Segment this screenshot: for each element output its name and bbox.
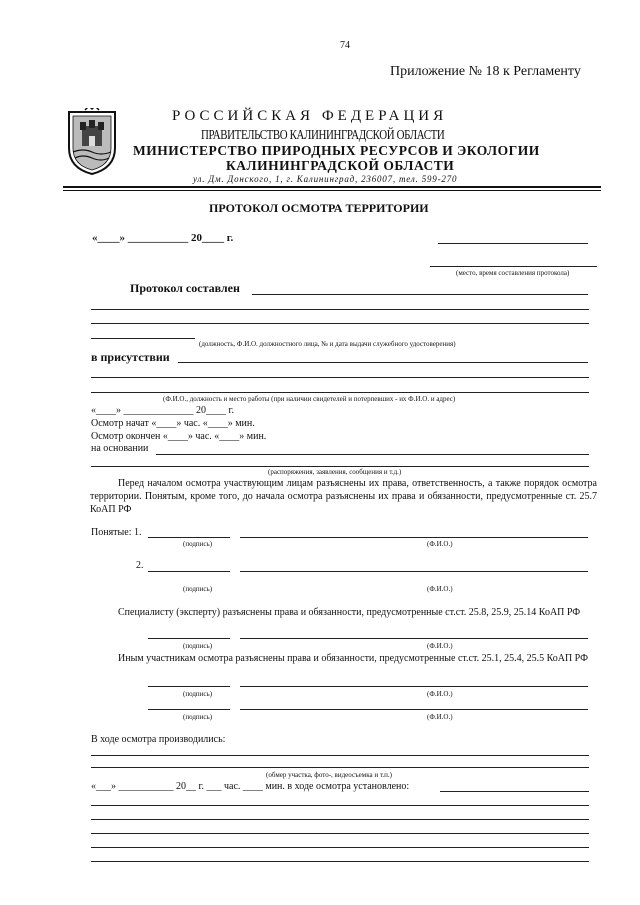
place-caption: (место, время составления протокола)	[456, 269, 570, 277]
findings-line-2[interactable]	[91, 819, 589, 820]
header-country: РОССИЙСКАЯ ФЕДЕРАЦИЯ	[172, 108, 448, 124]
coat-of-arms-emblem	[65, 108, 119, 176]
basis-field-line-2[interactable]	[91, 466, 589, 467]
signature-caption: (подпись)	[183, 642, 213, 650]
witnesses-label: Понятые: 1.	[91, 527, 142, 538]
place-field-line-2[interactable]	[430, 266, 597, 267]
basis-caption: (распоряжения, заявления, сообщения и т.д.)	[268, 468, 402, 476]
compiled-field-line-2[interactable]	[91, 309, 589, 310]
fio-caption: (Ф.И.О.)	[427, 713, 453, 721]
inspection-end[interactable]: Осмотр окончен «____» час. «____» мин.	[91, 431, 267, 442]
specialist-signature-line[interactable]	[148, 638, 230, 639]
basis-field-line[interactable]	[156, 454, 589, 455]
fio-caption: (Ф.И.О.)	[427, 642, 453, 650]
compiled-field-line[interactable]	[252, 294, 588, 295]
date-field-2[interactable]: «____» ______________ 20____ г.	[91, 405, 234, 416]
witness2-label: 2.	[136, 560, 144, 571]
findings-line-5[interactable]	[91, 861, 589, 862]
rights-paragraph: Перед началом осмотра участвующим лицам разъяснены их права, ответственность, а также порядок осмотра территории. Понятым, кроме того, до начала осмотра разъяснены их права и обязанности, предусмотренные ст. 25.7 КоАП РФ	[90, 478, 597, 515]
page-number: 74	[340, 40, 350, 51]
presence-field-line-3[interactable]	[91, 392, 589, 393]
place-field-line[interactable]	[438, 243, 588, 244]
fio-caption: (Ф.И.О.)	[427, 585, 453, 593]
fio-caption: (Ф.И.О.)	[427, 690, 453, 698]
compiled-field-line-3[interactable]	[91, 323, 589, 324]
other1-signature-line[interactable]	[148, 686, 230, 687]
presence-field-line-2[interactable]	[91, 377, 589, 378]
actions-field-line[interactable]	[91, 755, 589, 756]
other2-signature-line[interactable]	[148, 709, 230, 710]
other2-name-line[interactable]	[240, 709, 588, 710]
established-line[interactable]: «___» ___________ 20__ г. ___ час. ____ мин. в ходе осмотра установлено:	[91, 781, 410, 792]
document-title: ПРОТОКОЛ ОСМОТРА ТЕРРИТОРИИ	[209, 201, 429, 215]
signature-caption: (подпись)	[183, 713, 213, 721]
established-field-line[interactable]	[440, 791, 589, 792]
findings-line-3[interactable]	[91, 833, 589, 834]
basis-label: на основании	[91, 443, 149, 454]
actions-caption: (обмер участка, фото-, видеосъемка и т.п.)	[266, 771, 392, 779]
header-ministry: МИНИСТЕРСТВО ПРИРОДНЫХ РЕСУРСОВ И ЭКОЛОГИИ	[133, 143, 540, 158]
others-paragraph: Иным участникам осмотра разъяснены права и обязанности, предусмотренные ст.ст. 25.1, 25.4, 25.5 КоАП РФ	[118, 653, 588, 664]
signature-caption: (подпись)	[183, 540, 213, 548]
findings-line-1[interactable]	[91, 805, 589, 806]
header-rule-thin	[63, 190, 601, 191]
header-rule	[63, 186, 601, 188]
signature-caption: (подпись)	[183, 585, 213, 593]
findings-line-4[interactable]	[91, 847, 589, 848]
compiled-label: Протокол составлен	[130, 281, 240, 295]
presence-caption: (Ф.И.О., должность и место работы (при наличии свидетелей и потерпевших - их Ф.И.О. и адрес)	[163, 395, 456, 403]
header-government: ПРАВИТЕЛЬСТВО КАЛИНИНГРАДСКОЙ ОБЛАСТИ	[201, 128, 445, 143]
appendix-note: Приложение № 18 к Регламенту	[390, 64, 581, 79]
inspection-start[interactable]: Осмотр начат «____» час. «____» мин.	[91, 418, 255, 429]
official-caption: (должность, Ф.И.О. должностного лица, № и дата выдачи служебного удостоверения)	[199, 340, 456, 348]
witness1-name-line[interactable]	[240, 537, 588, 538]
specialist-name-line[interactable]	[240, 638, 588, 639]
actions-label: В ходе осмотра производились:	[91, 734, 226, 745]
compiled-field-line-4[interactable]	[91, 338, 195, 339]
signature-caption: (подпись)	[183, 690, 213, 698]
date-field[interactable]: «____» ___________ 20____ г.	[92, 232, 234, 244]
witness2-name-line[interactable]	[240, 571, 588, 572]
specialist-paragraph: Специалисту (эксперту) разъяснены права и обязанности, предусмотренные ст.ст. 25.8, 25.9, 25.14 КоАП РФ	[118, 607, 581, 618]
other1-name-line[interactable]	[240, 686, 588, 687]
witness2-signature-line[interactable]	[148, 571, 230, 572]
actions-field-line-2[interactable]	[91, 767, 589, 768]
header-region: КАЛИНИНГРАДСКОЙ ОБЛАСТИ	[226, 158, 455, 173]
header-address: ул. Дм. Донского, 1, г. Калининград, 236007, тел. 599-270	[193, 174, 458, 184]
presence-label: в присутствии	[91, 350, 170, 364]
presence-field-line[interactable]	[178, 362, 588, 363]
fio-caption: (Ф.И.О.)	[427, 540, 453, 548]
witness1-signature-line[interactable]	[148, 537, 230, 538]
